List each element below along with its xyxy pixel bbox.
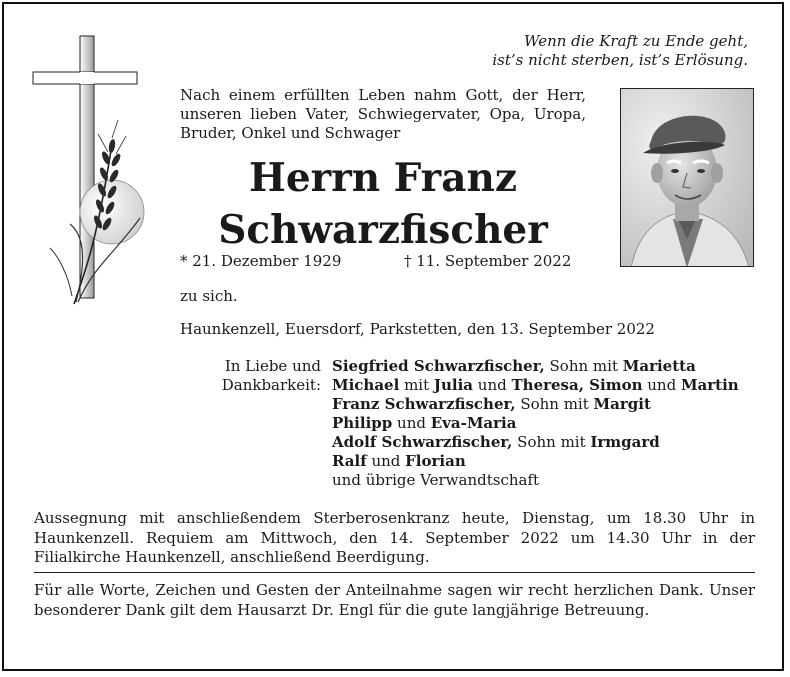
- motto-line-1: Wenn die Kraft zu Ende geht,: [524, 32, 748, 50]
- mourner-line: Ralf und Florian: [332, 452, 466, 470]
- birth-date: * 21. Dezember 1929: [180, 252, 342, 270]
- funeral-info: Aussegnung mit anschließendem Sterberosenkranz heute, Dienstag, um 18.30 Uhr in Haunkenzell. Requiem am Mittwoch, den 14. September 2022 um 14.30 Uhr in der Filialkirche Haunkenzell, anschließend Beerdigung.: [34, 509, 755, 566]
- deceased-name: [180, 152, 586, 256]
- motto-line-2: ist’s nicht sterben, ist’s Erlösung.: [492, 51, 748, 69]
- portrait-photo: [620, 88, 754, 267]
- mourner-line: Siegfried Schwarzfischer, Sohn mit Marietta: [332, 357, 696, 375]
- deceased-name-line-2: Schwarzfischer: [218, 207, 548, 253]
- motto-quote: [492, 32, 748, 70]
- mourner-line: Philipp und Eva-Maria: [332, 414, 517, 432]
- signature-label-line-2: Dankbarkeit:: [221, 376, 321, 394]
- cross-with-wheat-icon: [28, 34, 150, 314]
- death-date: † 11. September 2022: [404, 252, 572, 270]
- signature-label-line-1: In Liebe und: [224, 357, 321, 375]
- zu-sich-text: zu sich.: [180, 287, 238, 305]
- divider-line: [34, 572, 755, 573]
- mourner-line: Adolf Schwarzfischer, Sohn mit Irmgard: [332, 433, 660, 451]
- signature-label: [180, 357, 321, 395]
- thanks-text: Für alle Worte, Zeichen und Gesten der Anteilnahme sagen wir recht herzlichen Dank. Unser besonderer Dank gilt dem Hausarzt Dr. Engl für die gute langjährige Betreuung.: [34, 581, 755, 619]
- intro-text: Nach einem erfüllten Leben nahm Gott, der Herr, unseren lieben Vater, Schwiegervater, Opa, Uropa, Bruder, Onkel und Schwager: [180, 86, 586, 142]
- mourner-line: Michael mit Julia und Theresa, Simon und Martin: [332, 376, 739, 394]
- deceased-name-line-1: Herrn Franz: [248, 155, 517, 201]
- mourner-line: Franz Schwarzfischer, Sohn mit Margit: [332, 395, 651, 413]
- place-date: Haunkenzell, Euersdorf, Parkstetten, den 13. September 2022: [180, 320, 655, 338]
- mourners-list: [332, 357, 739, 490]
- mourner-line: und übrige Verwandtschaft: [332, 471, 540, 489]
